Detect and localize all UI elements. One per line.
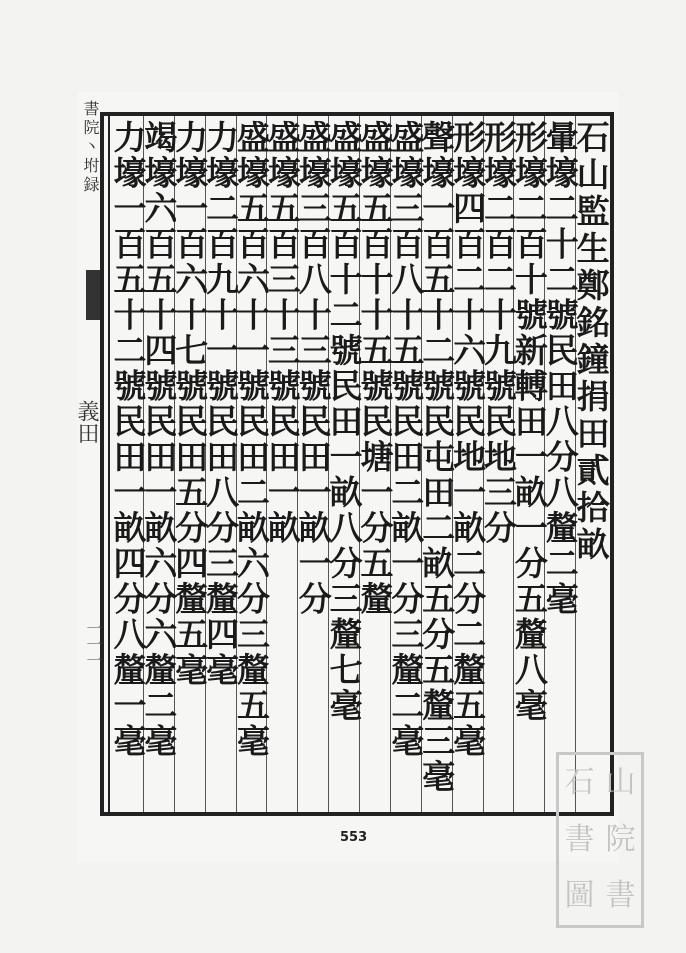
text-column: 暈壕二十二號民田八分八釐二毫 bbox=[540, 120, 580, 617]
text-column: 形壕四百二十六號民地一畝二分二釐五毫 bbox=[448, 120, 488, 759]
text-column: 盛壕五百十二號民田一畝八分三釐七毫 bbox=[324, 120, 364, 724]
text-column: 力壕一百五十二號民田一畝四分八釐一毫 bbox=[108, 120, 148, 759]
margin-title: 書院丶坿録 bbox=[81, 100, 100, 195]
text-column: 盛壕五百三十三號民田一畝 bbox=[262, 120, 302, 546]
text-column: 力壕一百六十七號民田五分四釐五毫 bbox=[170, 120, 210, 688]
text-column: 盛壕三百八十三號民田一畝一分 bbox=[293, 120, 333, 617]
title-column: 石山監生鄭銘鐘捐田貳拾畝 bbox=[571, 120, 611, 564]
text-column: 形壕二百十號新𨍭田一畝一分五釐八毫 bbox=[509, 120, 549, 724]
seal-char: 院 bbox=[605, 821, 636, 857]
margin-section: 義田 bbox=[74, 400, 99, 444]
margin-page-number: 一一一 bbox=[84, 620, 103, 668]
page-number: 553 bbox=[340, 830, 368, 845]
seal-char: 圖 bbox=[564, 878, 595, 914]
library-seal bbox=[556, 752, 644, 928]
text-column: 力壕二百九十一號民田八分三釐四毫 bbox=[201, 120, 241, 688]
text-column: 盛壕五百六十一號民田二畝六分三釐五毫 bbox=[231, 120, 271, 759]
seal-char: 書 bbox=[564, 821, 595, 857]
seal-char: 石 bbox=[564, 765, 595, 800]
text-column: 盛壕三百八十五號民田二畝一分三釐二毫 bbox=[386, 120, 426, 759]
text-column: 形壕二百二十九號民地三分 bbox=[478, 120, 518, 546]
margin-mark bbox=[86, 270, 100, 320]
seal-char: 山 bbox=[605, 765, 636, 800]
text-column: 盛壕五百十十五號民塘一分五釐 bbox=[355, 120, 395, 617]
text-column: 聲壕一百五十二號民屯田二畝五分五釐三毫 bbox=[417, 120, 457, 795]
seal-char: 書 bbox=[605, 878, 636, 914]
text-column: 竭壕六百五十四號民田一畝六分六釐二毫 bbox=[139, 120, 179, 759]
